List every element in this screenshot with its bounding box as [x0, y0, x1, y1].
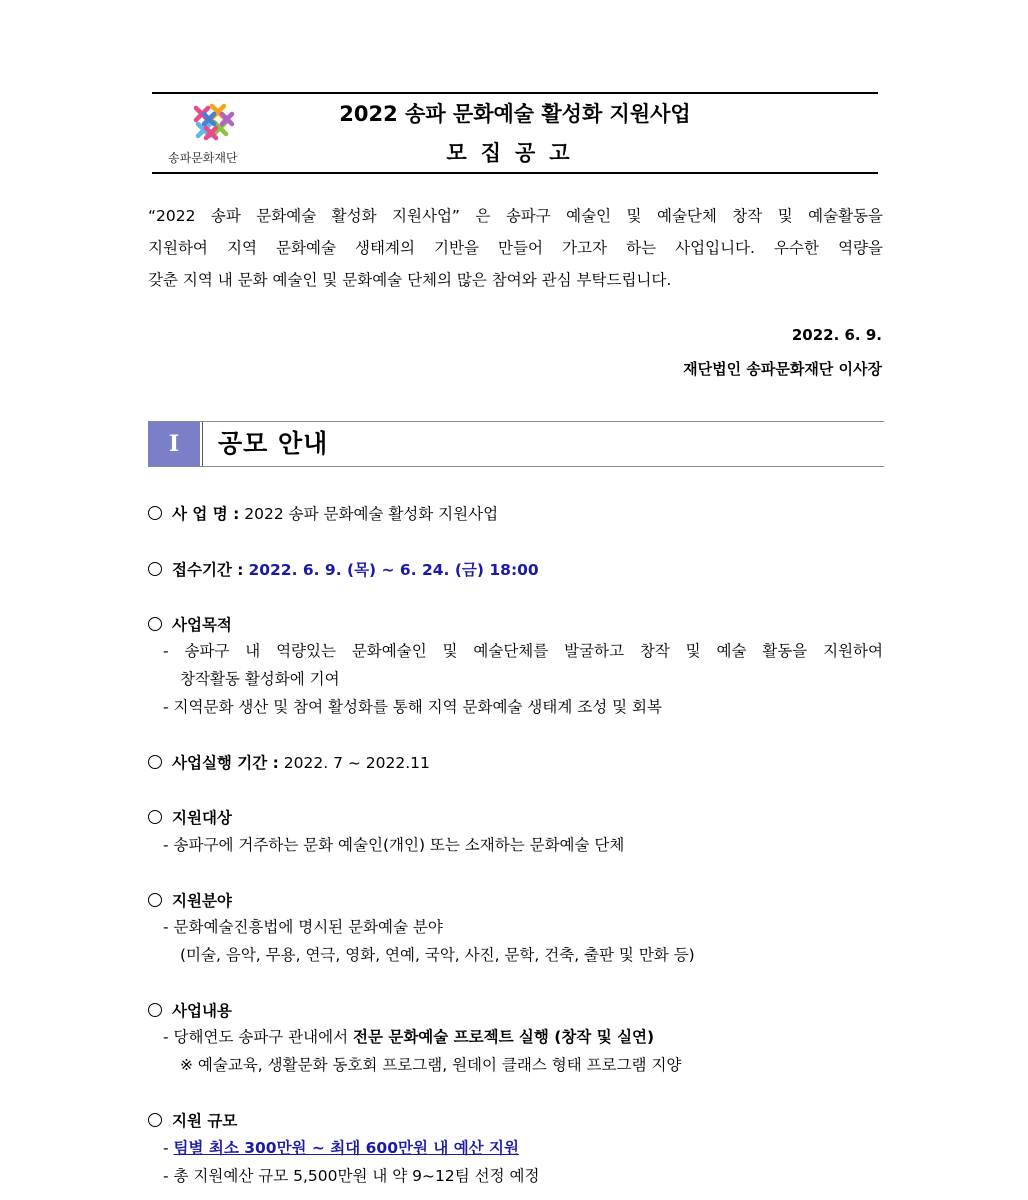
- budget-highlight: 팀별 최소 300만원 ~ 최대 600만원 내 예산 지원: [173, 1139, 519, 1157]
- detail-line: 창작활동 활성화에 기여: [180, 670, 340, 688]
- section-separator: [202, 422, 203, 466]
- circle-bullet-icon: [148, 562, 162, 576]
- item-label: 사업내용: [172, 1002, 232, 1020]
- page-title: 2022 송파 문화예술 활성화 지원사업: [339, 102, 691, 126]
- page-subtitle: 모집공고: [446, 141, 584, 165]
- circle-bullet-icon: [148, 1003, 162, 1017]
- detail-line: - 송파구에 거주하는 문화 예술인(개인) 또는 소재하는 문화예술 단체: [163, 836, 625, 854]
- circle-bullet-icon: [148, 1113, 162, 1127]
- detail-text: -: [163, 1139, 174, 1157]
- detail-line: ※ 예술교육, 생활문화 동호회 프로그램, 원데이 클래스 형태 프로그램 지양: [180, 1056, 682, 1074]
- intro-line: 지원하여 지역 문화예술 생태계의 기반을 만들어 가고자 하는 사업입니다. 우수한 역량을: [148, 239, 883, 257]
- intro-line: 갖춘 지역 내 문화 예술인 및 문화예술 단체의 많은 참여와 관심 부탁드립니다.: [148, 271, 672, 289]
- header-top-rule: [152, 92, 878, 94]
- item-scale: [148, 1107, 237, 1135]
- purpose-detail: [163, 637, 883, 721]
- notice-date: 2022. 6. 9.: [791, 326, 882, 344]
- item-field: [148, 887, 232, 915]
- circle-bullet-icon: [148, 506, 162, 520]
- item-target: [148, 804, 232, 832]
- item-label: 사업실행 기간 :: [172, 754, 279, 772]
- section-header: [148, 421, 884, 467]
- item-label: 사업목적: [172, 616, 232, 634]
- intro-paragraph: [148, 200, 883, 296]
- item-label: 사 업 명 :: [172, 505, 240, 523]
- org-logo-text: 송파문화재단: [168, 151, 238, 165]
- item-label: 지원대상: [172, 809, 232, 827]
- detail-line: (미술, 음악, 무용, 연극, 영화, 연예, 국악, 사진, 문학, 건축, 출판 및 만화 등): [180, 946, 695, 964]
- item-label: 지원 규모: [172, 1112, 238, 1130]
- detail-line: - 총 지원예산 규모 5,500만원 내 약 9~12팀 선정 예정: [163, 1167, 540, 1185]
- detail-emphasis: 전문 문화예술 프로젝트 실행 (창작 및 실연): [353, 1028, 655, 1046]
- circle-bullet-icon: [148, 617, 162, 631]
- section-number-badge: I: [148, 422, 200, 466]
- detail-text: - 당해연도 송파구 관내에서: [163, 1028, 354, 1046]
- item-value: 2022. 7 ~ 2022.11: [283, 754, 430, 772]
- detail-line: [163, 1023, 883, 1051]
- circle-bullet-icon: [148, 755, 162, 769]
- item-value: 2022. 6. 9. (목) ~ 6. 24. (금) 18:00: [248, 561, 539, 579]
- detail-line: - 지역문화 생산 및 참여 활성화를 통해 지역 문화예술 생태계 조성 및 회복: [163, 698, 662, 716]
- scale-detail: [163, 1134, 883, 1190]
- item-value: 2022 송파 문화예술 활성화 지원사업: [244, 505, 499, 523]
- content-detail: [163, 1023, 883, 1079]
- intro-line: “2022 송파 문화예술 활성화 지원사업” 은 송파구 예술인 및 예술단체 창작 및 예술활동을: [148, 207, 883, 225]
- header-bottom-rule: [152, 172, 878, 174]
- detail-line: - 송파구 내 역량있는 문화예술인 및 예술단체를 발굴하고 창작 및 예술 활동을 지원하여: [163, 642, 883, 660]
- item-label: 접수기간 :: [172, 561, 244, 579]
- detail-line: - 문화예술진흥법에 명시된 문화예술 분야: [163, 918, 443, 936]
- item-application-period: [148, 556, 539, 584]
- field-detail: [163, 913, 883, 969]
- item-project-name: [148, 500, 498, 528]
- item-content: [148, 997, 232, 1025]
- circle-bullet-icon: [148, 810, 162, 824]
- section-title: 공모 안내: [218, 429, 329, 458]
- detail-line: [163, 1134, 883, 1162]
- item-purpose: [148, 611, 232, 639]
- circle-bullet-icon: [148, 893, 162, 907]
- notice-signer: 재단법인 송파문화재단 이사장: [683, 360, 882, 378]
- item-label: 지원분야: [172, 892, 232, 910]
- item-execution-period: [148, 749, 430, 777]
